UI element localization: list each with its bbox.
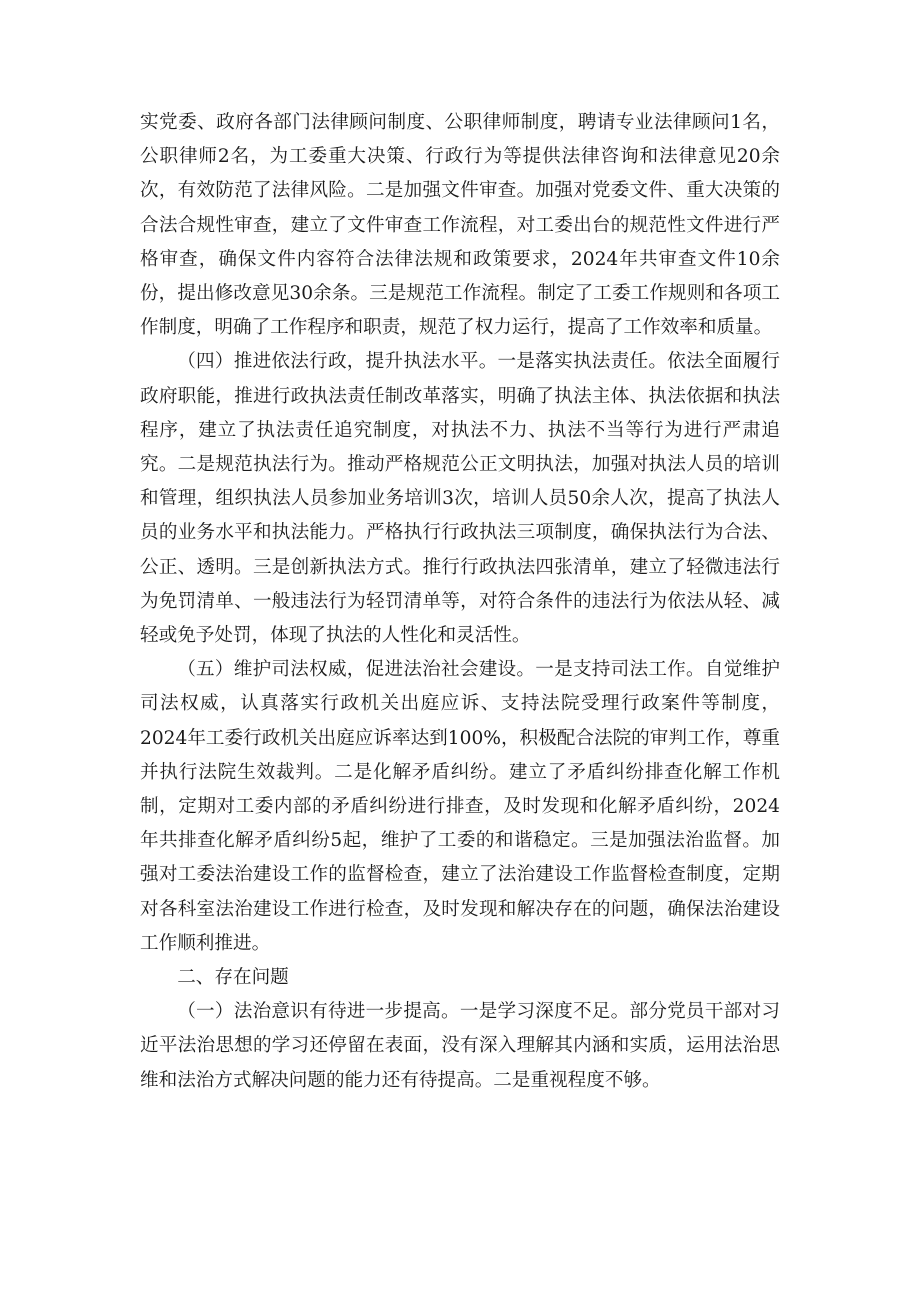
section-heading: 二、存在问题: [177, 967, 289, 989]
document-page: [140, 106, 780, 1098]
paragraph-legal-awareness: （一）法治意识有待进一步提高。一是学习深度不足。部分党员干部对习近平法治思想的学习还停留在表面，没有深入理解其内涵和实质，运用法治思维和法治方式解决问题的能力还有待提高。二是重视程度不够。: [140, 1001, 780, 1091]
paragraph-continuation: 实党委、政府各部门法律顾问制度、公职律师制度，聘请专业法律顾问1名，公职律师2名，为工委重大决策、行政行为等提供法律咨询和法律意见20余次，有效防范了法律风险。二是加强文件审查。加强对党委文件、重大决策的合法合规性审查，建立了文件审查工作流程，对工委出台的规范性文件进行严格审查，确保文件内容符合法律法规和政策要求，2024年共审查文件10余份，提出修改意见30余条。三是规范工作流程。制定了工委工作规则和各项工作制度，明确了工作程序和职责，规范了权力运行，提高了工作效率和质量。: [140, 112, 780, 339]
paragraph-judicial-authority: （五）维护司法权威，促进法治社会建设。一是支持司法工作。自觉维护司法权威，认真落实行政机关出庭应诉、支持法院受理行政案件等制度，2024年工委行政机关出庭应诉率达到100%，积极配合法院的审判工作，尊重并执行法院生效裁判。二是化解矛盾纠纷。建立了矛盾纠纷排查化解工作机制，定期对工委内部的矛盾纠纷进行排查，及时发现和化解矛盾纠纷，2024年共排查化解矛盾纠纷5起，维护了工委的和谐稳定。三是加强法治监督。加强对工委法治建设工作的监督检查，建立了法治建设工作监督检查制度，定期对各科室法治建设工作进行检查，及时发现和解决存在的问题，确保法治建设工作顺利推进。: [140, 659, 780, 954]
paragraph-law-enforcement: （四）推进依法行政，提升执法水平。一是落实执法责任。依法全面履行政府职能，推进行政执法责任制改革落实，明确了执法主体、执法依据和执法程序，建立了执法责任追究制度，对执法不力、执法不当等行为进行严肃追究。二是规范执法行为。推动严格规范公正文明执法，加强对执法人员的培训和管理，组织执法人员参加业务培训3次，培训人员50余人次，提高了执法人员的业务水平和执法能力。严格执行行政执法三项制度，确保执法行为合法、公正、透明。三是创新执法方式。推行行政执法四张清单，建立了轻微违法行为免罚清单、一般违法行为轻罚清单等，对符合条件的违法行为依法从轻、减轻或免予处罚，体现了执法的人性化和灵活性。: [140, 351, 780, 647]
